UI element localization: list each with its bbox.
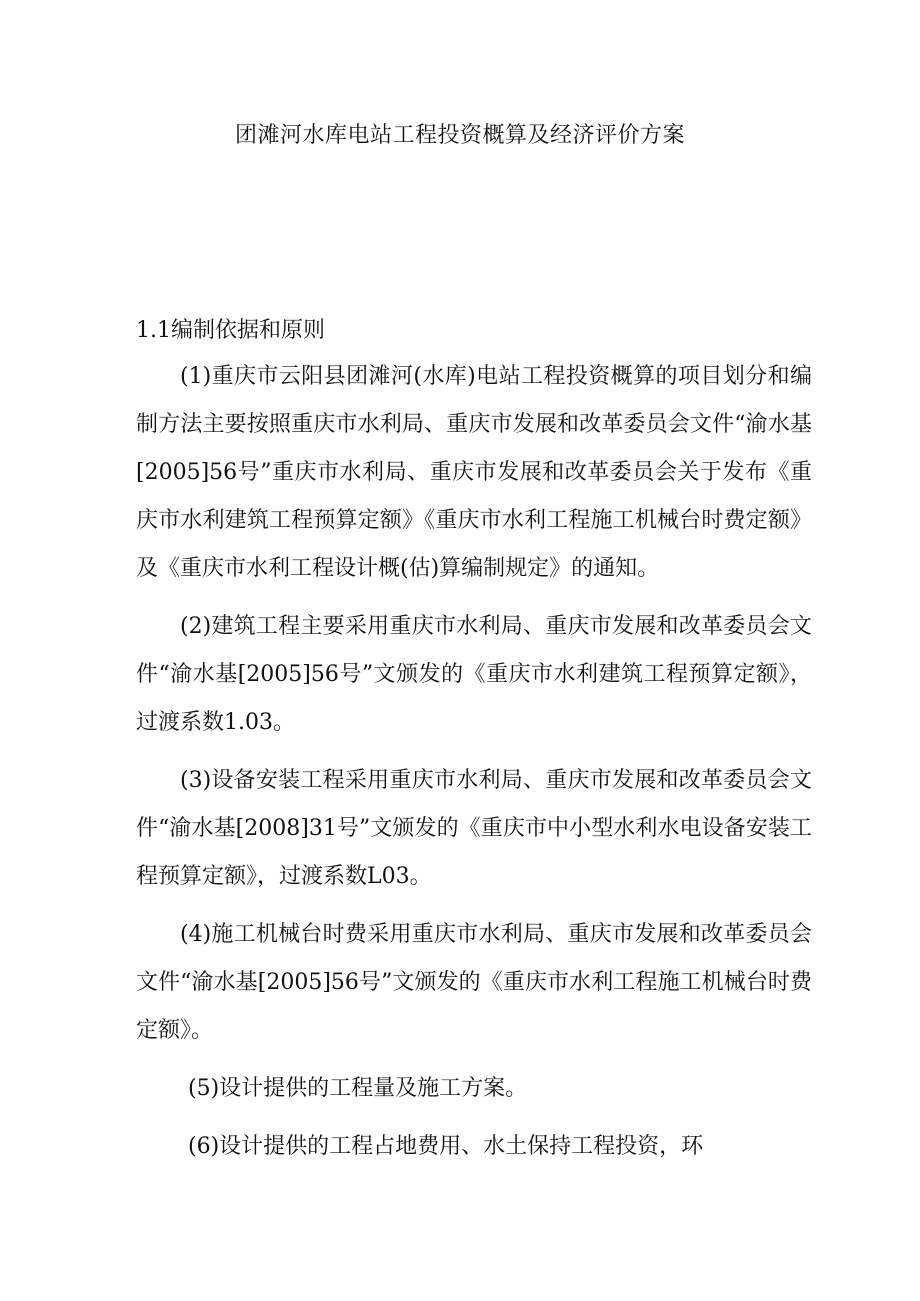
section-heading: 1.1编制依据和原则 xyxy=(136,318,325,343)
paragraph-6: (6)设计提供的工程占地费用、水土保持工程投资，环 xyxy=(188,1134,704,1159)
paragraph-5: (5)设计提供的工程量及施工方案。 xyxy=(188,1076,528,1101)
paragraph-3: (3)设备安装工程采用重庆市水利局、重庆市发展和改革委员会文件“渝水基[2008]31号”文颁发的《重庆市中小型水利水电设备安装工程预算定额》，过渡系数L03。 xyxy=(136,768,812,889)
body-text xyxy=(136,353,812,1181)
document-title: 团滩河水库电站工程投资概算及经济评价方案 xyxy=(234,123,685,148)
paragraph-4: (4)施工机械台时费采用重庆市水利局、重庆市发展和改革委员会文件“渝水基[2005]56号”文颁发的《重庆市水利工程施工机械台时费定额》。 xyxy=(136,922,812,1043)
paragraph-2: (2)建筑工程主要采用重庆市水利局、重庆市发展和改革委员会文件“渝水基[2005]56号”文颁发的《重庆市水利建筑工程预算定额》，过渡系数1.03。 xyxy=(136,614,812,735)
paragraph-1: (1)重庆市云阳县团滩河(水库)电站工程投资概算的项目划分和编制方法主要按照重庆市水利局、重庆市发展和改革委员会文件“渝水基[2005]56号”重庆市水利局、重庆市发展和改革委员会关于发布《重庆市水利建筑工程预算定额》《重庆市水利工程施工机械台时费定额》及《重庆市水利工程设计概(估)算编制规定》的通知。 xyxy=(136,364,812,581)
